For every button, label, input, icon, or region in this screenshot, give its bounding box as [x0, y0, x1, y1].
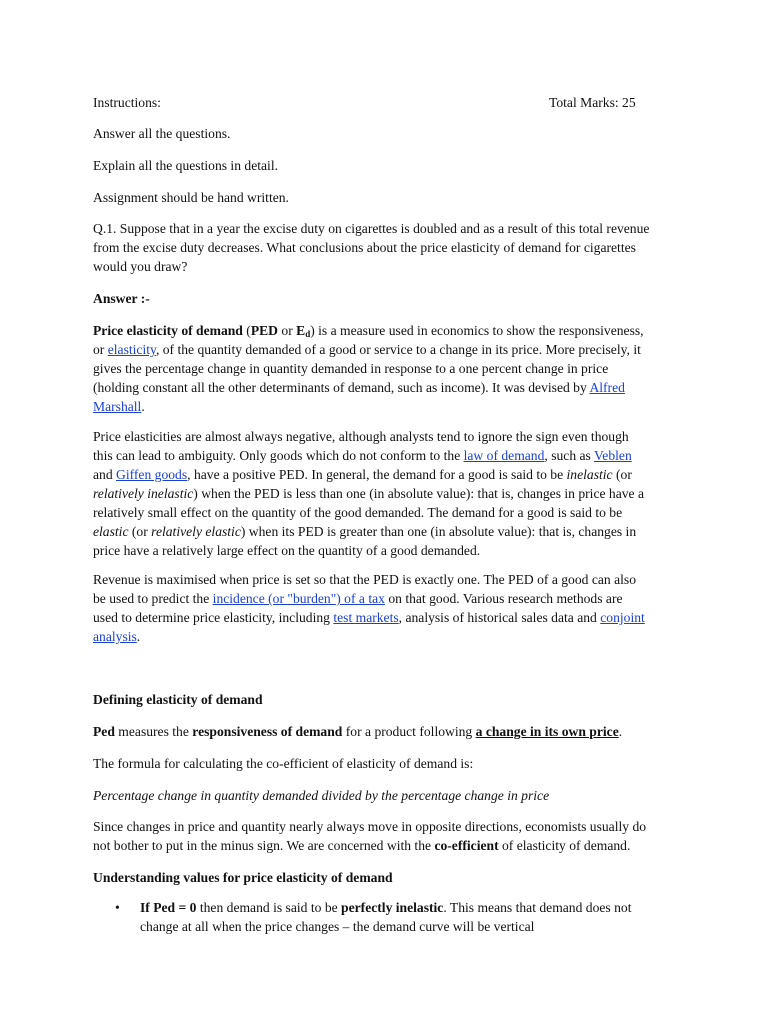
term-ped: Price elasticity of demand	[93, 323, 243, 338]
link-giffen-goods[interactable]: Giffen goods	[116, 467, 188, 482]
paragraph-ped-definition: Price elasticity of demand (PED or $E_d$) is a measure used in economics to show the responsiveness, or elasticity, of the quantity demanded of a good or service to a change in its price. More precisely, it gives the percentage change in quantity demanded in response to a one percent change in price (holding constant all the other determinants of demand, such as income). It was devised by Alfred Marshall.	[93, 323, 644, 414]
instruction-item: Answer all the questions.	[93, 126, 231, 141]
total-marks: Total Marks: 25	[549, 95, 636, 110]
elasticity-values-list	[93, 898, 663, 936]
link-alfred-marshall[interactable]: Alfred	[589, 380, 625, 395]
section-heading-defining: Defining elasticity of demand	[93, 692, 263, 707]
formula-text: Percentage change in quantity demanded divided by the percentage change in price	[93, 788, 550, 803]
paragraph-minus-sign: Since changes in price and quantity nearly always move in opposite directions, economists usually do not bother to put in the minus sign. We are concerned with the co-efficient of elasticity of demand.	[93, 819, 647, 853]
link-veblen[interactable]: Veblen	[594, 448, 632, 463]
instruction-item: Explain all the questions in detail.	[93, 158, 278, 173]
link-conjoint-analysis[interactable]: conjoint	[600, 610, 645, 625]
link-law-of-demand[interactable]: law of demand	[463, 448, 545, 463]
question-line: would you draw?	[93, 259, 188, 274]
instructions-label: Instructions:	[93, 95, 161, 110]
formula-intro: The formula for calculating the co-efficient of elasticity of demand is:	[93, 756, 474, 771]
bullet-icon: •	[115, 900, 120, 915]
question-1	[93, 219, 678, 276]
link-tax-incidence[interactable]: incidence (or "burden") of a tax	[212, 591, 385, 606]
link-test-markets[interactable]: test markets	[333, 610, 399, 625]
link-elasticity[interactable]: elasticity	[107, 342, 156, 357]
instruction-item: Assignment should be hand written.	[93, 190, 289, 205]
paragraph-elasticity-sign: Price elasticities are almost always negative, although analysts tend to ignore the sign even though this can lead to ambiguity. Only goods which do not conform to the law of demand, such as Veblen and Giffen goods, have a positive PED. In general, the demand for a good is said to be inelastic (or relatively inelastic) when the PED is less than one (in absolute value): that is, changes in price have a relatively small effect on the quantity of the good demanded. The demand for a good is said to be elastic (or relatively elastic) when its PED is greater than one (in absolute value): that is, changes in price have a relatively large effect on the quantity of a good demanded.	[93, 429, 645, 558]
paragraph-revenue: Revenue is maximised when price is set so that the PED is exactly one. The PED of a good can also be used to predict the incidence (or "burden") of a tax on that good. Various research methods are used to determine price elasticity, including test markets, analysis of historical sales data and conjoint analysis.	[93, 572, 645, 644]
section-heading-understanding: Understanding values for price elasticity of demand	[93, 870, 393, 885]
ped-measures-line: Ped measures the responsiveness of demand for a product following a change in its own price.	[93, 724, 623, 739]
link-conjoint-analysis-cont[interactable]: analysis	[93, 629, 137, 644]
question-line: Q.1. Suppose that in a year the excise duty on cigarettes is doubled and as a result of this total revenue	[93, 221, 650, 236]
answer-heading: Answer :-	[93, 291, 150, 306]
list-item: • If Ped = 0 then demand is said to be perfectly inelastic. This means that demand does not change at all when the price changes – the demand curve will be vertical	[115, 900, 632, 934]
link-alfred-marshall-cont[interactable]: Marshall	[93, 399, 142, 414]
question-line: from the excise duty decreases. What conclusions about the price elasticity of demand for cigarettes	[93, 240, 636, 255]
